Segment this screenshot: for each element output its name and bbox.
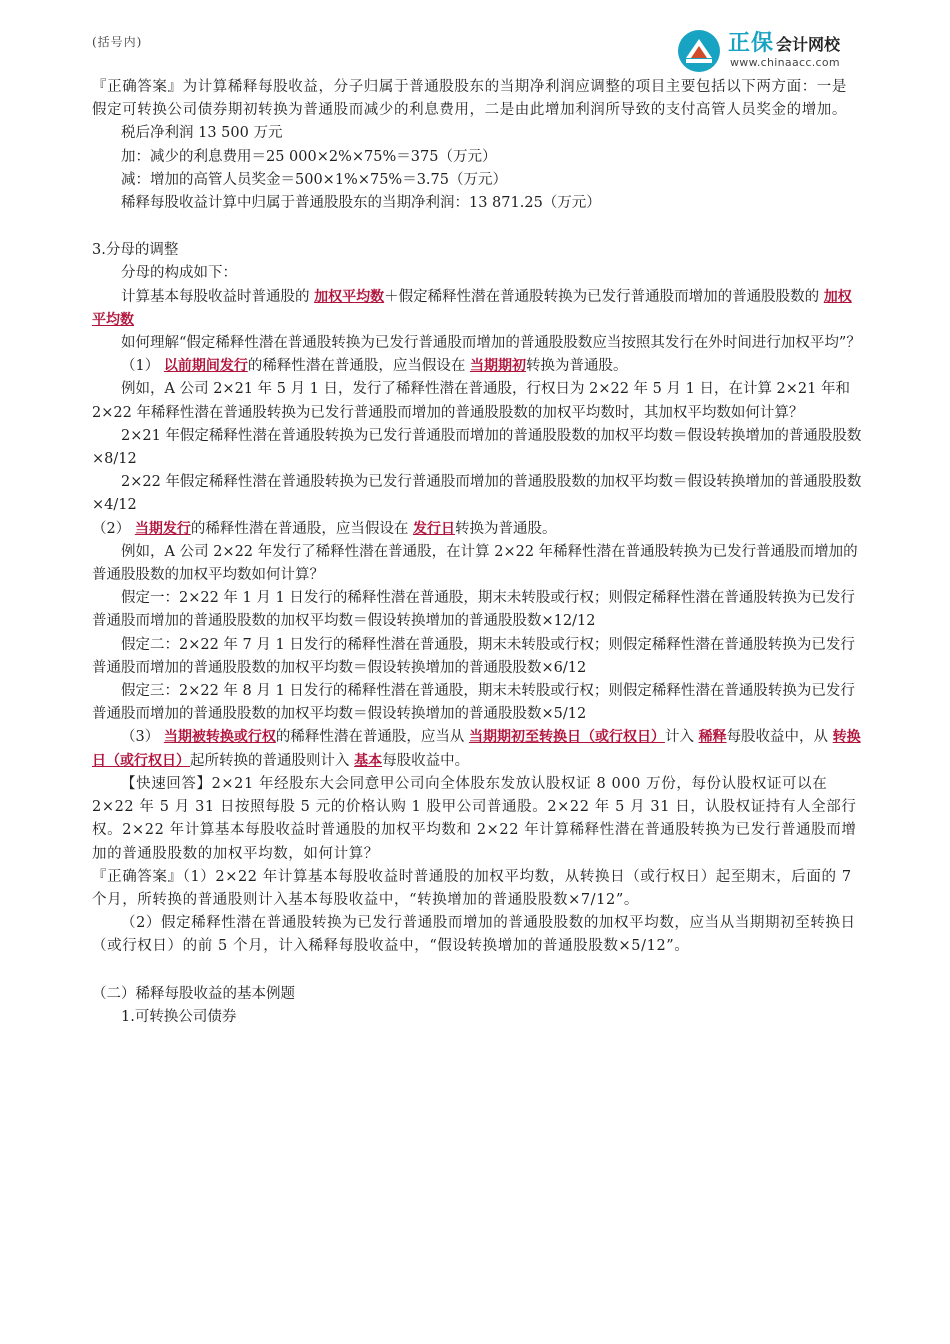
logo-brand-sub: 会计网校 <box>776 35 841 54</box>
logo-url: www.chinaacc.com <box>730 56 840 69</box>
item-1-number: （1） <box>121 358 160 375</box>
item-2-number: （2） <box>92 520 131 537</box>
item-2-text-1: 的稀释性潜在普通股，应当假设在 <box>190 520 409 537</box>
item-3-text-5: 每股收益中。 <box>382 752 470 769</box>
section-3-title: 3.分母的调整 <box>92 242 179 259</box>
highlight-period-start: 当期期初 <box>469 358 526 375</box>
highlight-conversion-date: 转换日（或行权日） <box>92 729 861 769</box>
question: 如何理解“假定稀释性潜在普通股转换为已发行普通股而增加的普通股股数应当按照其发行在外时间进行加权平均”？ <box>121 335 861 352</box>
highlight-issue-date: 发行日 <box>412 520 455 537</box>
cut-off-heading: (括号内) <box>92 35 143 49</box>
item-1-text-1: 的稀释性潜在普通股，应当假设在 <box>247 358 466 375</box>
item-3-text-4: 起所转换的普通股则计入 <box>190 752 350 769</box>
example-1-a: 2×21 年假定稀释性潜在普通股转换为已发行普通股而增加的普通股股数的加权平均数＝假设转换增加的普通股股数×8/12 <box>92 427 862 468</box>
logo-brand <box>728 26 840 57</box>
highlight-start-to-conversion: 当期期初至转换日（或行权日） <box>468 729 665 746</box>
item-1-text-2: 转换为普通股。 <box>525 358 628 375</box>
chinaacc-logo[interactable] <box>676 24 876 76</box>
formula-text-2: ＋假定稀释性潜在普通股转换为已发行普通股而增加的普通股股数的 <box>384 288 820 305</box>
denominator-formula <box>92 286 862 332</box>
answer-line-1: 税后净利润 13 500 万元 <box>121 125 283 142</box>
logo-emblem-icon <box>676 28 722 74</box>
highlight-basic: 基本 <box>354 752 383 769</box>
highlight-prior-issue: 以前期间发行 <box>163 358 248 375</box>
section-2-title: （二）稀释每股收益的基本例题 <box>92 985 295 1002</box>
example-1-b: 2×22 年假定稀释性潜在普通股转换为已发行普通股而增加的普通股股数的加权平均数＝假设转换增加的普通股股数×4/12 <box>92 474 862 514</box>
document-body <box>92 76 862 1029</box>
highlight-weighted-average-1: 加权平均数 <box>314 288 385 305</box>
answer-intro: 『正确答案』为计算稀释每股收益，分子归属于普通股股东的当期净利润应调整的项目主要包括以下两方面：一是假定可转换公司债券期初转换为普通股而减少的利息费用，二是由此增加利润所导致的支付高管人员奖金的增加。 <box>92 79 847 119</box>
item-2 <box>92 518 862 541</box>
highlight-diluted: 稀释 <box>698 729 727 746</box>
subsection-convertible-bonds: 1.可转换公司债券 <box>121 1008 237 1025</box>
example-2-b: 假定二：2×22 年 7 月 1 日发行的稀释性潜在普通股，期末未转股或行权；则假定稀释性潜在普通股转换为已发行普通股而增加的普通股股数的加权平均数＝假设转换增加的普通股股数×6/12 <box>92 636 855 676</box>
example-2-c: 假定三：2×22 年 8 月 1 日发行的稀释性潜在普通股，期末未转股或行权；则假定稀释性潜在普通股转换为已发行普通股而增加的普通股股数的加权平均数＝假设转换增加的普通股股数×5/12 <box>92 683 855 723</box>
item-3-text-3: 每股收益中，从 <box>726 729 829 746</box>
highlight-converted-in-period: 当期被转换或行权 <box>163 729 276 746</box>
denominator-compose: 分母的构成如下： <box>121 265 237 282</box>
example-2: 例如，A 公司 2×22 年发行了稀释性潜在普通股，在计算 2×22 年稀释性潜在普通股转换为已发行普通股而增加的普通股股数的加权平均数如何计算？ <box>92 543 858 584</box>
highlight-current-issue: 当期发行 <box>134 520 191 537</box>
item-3-text-1: 的稀释性潜在普通股，应当从 <box>275 729 465 746</box>
answer-line-2: 加：减少的利息费用＝25 000×2%×75%＝375（万元） <box>121 148 497 165</box>
answer-line-3: 减：增加的高管人员奖金＝500×1%×75%＝3.75（万元） <box>121 171 507 188</box>
item-3 <box>92 726 862 772</box>
quick-answer-2: （2）假定稀释性潜在普通股转换为已发行普通股而增加的普通股股数的加权平均数，应当从当期期初至转换日（或行权日）的前 5 个月，计入稀释每股收益中，“假设转换增加的普通股股数×5/12”。 <box>92 915 856 955</box>
item-2-text-2: 转换为普通股。 <box>454 520 557 537</box>
formula-text-1: 计算基本每股收益时普通股的 <box>121 288 310 305</box>
logo-brand-main: 正保 <box>728 31 775 56</box>
highlight-weighted-average-2: 加权平均数 <box>92 288 852 328</box>
example-2-a: 假定一：2×22 年 1 月 1 日发行的稀释性潜在普通股，期末未转股或行权；则假定稀释性潜在普通股转换为已发行普通股而增加的普通股股数的加权平均数＝假设转换增加的普通股股数×12/12 <box>92 590 855 630</box>
quick-answer-question: 【快速回答】2×21 年经股东大会同意甲公司向全体股东发放认股权证 8 000 万份，每份认股权证可以在 2×22 年 5 月 31 日按照每股 5 元的价格认购 1 股甲公司普通股。2×22 年 5 月 31 日，认股权证持有人全部行权。2×22 年计算基本每股收益时普通股的加权平均数和 2×22 年计算稀释性潜在普通股转换为已发行普通股而增加的普通股股数的加权平均数，如何计算？ <box>92 775 857 862</box>
example-1: 例如，A 公司 2×21 年 5 月 1 日，发行了稀释性潜在普通股，行权日为 2×22 年 5 月 1 日，在计算 2×21 年和 2×22 年稀释性潜在普通股转换为已发行普通股而增加的普通股股数的加权平均数时，其加权平均数如何计算？ <box>92 381 850 421</box>
answer-line-4: 稀释每股收益计算中归属于普通股股东的当期净利润：13 871.25（万元） <box>121 195 601 212</box>
item-3-number: （3） <box>121 729 160 746</box>
item-3-text-2: 计入 <box>664 729 694 746</box>
item-1 <box>92 355 862 378</box>
quick-answer-1: 『正确答案』（1）2×22 年计算基本每股收益时普通股的加权平均数，从转换日（或行权日）起至期末，后面的 7 个月，所转换的普通股则计入基本每股收益中，“转换增加的普通股股数×7/12”。 <box>92 868 852 908</box>
